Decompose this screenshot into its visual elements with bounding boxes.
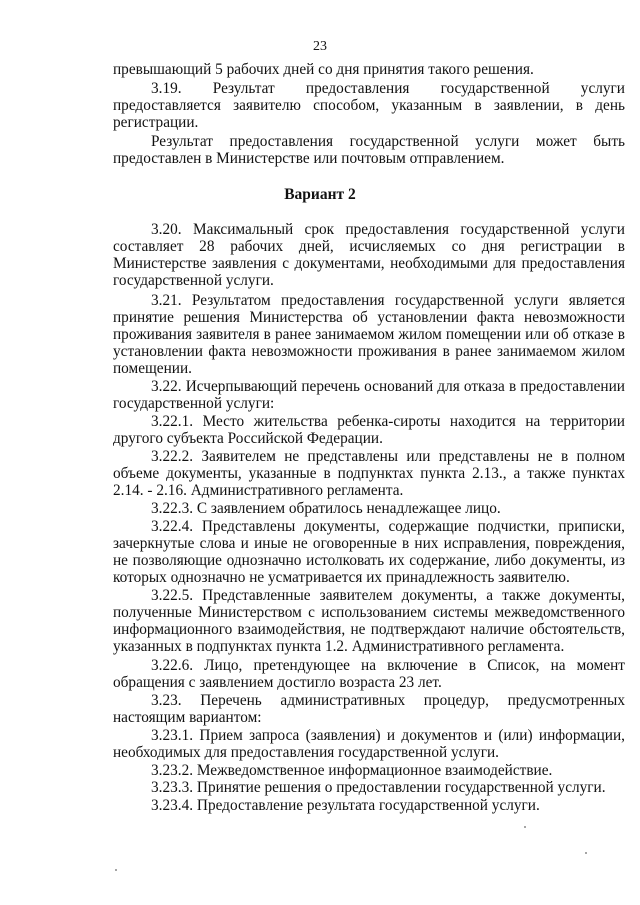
- paragraph-3-22: 3.22. Исчерпывающий перечень оснований для отказа в предоставлении государственной услуги:: [113, 378, 625, 412]
- paragraph-0: превышающий 5 рабочих дней со дня принятия такого решения.: [113, 61, 534, 78]
- paragraph-3-19-result: Результат предоставления государственной услуги может быть предоставлен в Министерстве или почтовым отправлением.: [113, 133, 625, 167]
- paragraph-3-23-4: 3.23.4. Предоставление результата государственной услуги.: [151, 797, 540, 814]
- paragraph-3-23-3: 3.23.3. Принятие решения о предоставлении государственной услуги.: [151, 779, 606, 796]
- paragraph-3-23-1: 3.23.1. Прием запроса (заявления) и документов и (или) информации, необходимых для предоставления государственной услуги.: [113, 727, 625, 761]
- scan-speck: [524, 826, 526, 828]
- paragraph-3-19: 3.19. Результат предоставления государственной услуги предоставляется заявителю способом, указанным в заявлении, в день регистрации.: [113, 80, 625, 131]
- paragraph-3-22-6: 3.22.6. Лицо, претендующее на включение в Список, на момент обращения с заявлением достигло возраста 23 лет.: [113, 657, 625, 691]
- section-heading: Вариант 2: [284, 186, 356, 203]
- paragraph-3-22-4: 3.22.4. Представлены документы, содержащие подчистки, приписки, зачеркнутые слова и иные не оговоренные в них исправления, повреждения, не позволяющие однозначно истолковать их содержание, либо документы, из которых однозначно не усматривается их принадлежность заявителю.: [113, 518, 625, 586]
- scan-speck: [115, 869, 117, 871]
- paragraph-3-22-1: 3.22.1. Место жительства ребенка-сироты находится на территории другого субъекта Российской Федерации.: [113, 413, 625, 447]
- paragraph-3-22-5: 3.22.5. Представленные заявителем документы, а также документы, полученные Министерством с использованием системы межведомственного информационного взаимодействия, не подтверждают наличие обстоятельств, указанных в подпунктах пункта 1.2. Административного регламента.: [113, 587, 625, 655]
- paragraph-3-22-3: 3.22.3. С заявлением обратилось ненадлежащее лицо.: [151, 500, 501, 517]
- page-number: 23: [313, 39, 327, 54]
- paragraph-3-23-2: 3.23.2. Межведомственное информационное взаимодействие.: [151, 762, 553, 779]
- paragraph-3-20: 3.20. Максимальный срок предоставления государственной услуги составляет 28 рабочих дней, исчисляемых со дня регистрации в Министерстве заявления с документами, необходимыми для предоставления государственной услуги.: [113, 221, 625, 289]
- paragraph-3-21: 3.21. Результатом предоставления государственной услуги является принятие решения Министерства об установлении факта невозможности проживания заявителя в ранее занимаемом жилом помещении или об отказе в установлении факта невозможности проживания в ранее занимаемом жилом помещении.: [113, 292, 625, 377]
- paragraph-3-22-2: 3.22.2. Заявителем не представлены или представлены не в полном объеме документы, указанные в подпунктах пункта 2.13., а также пунктах 2.14. - 2.16. Административного регламента.: [113, 448, 625, 499]
- scan-speck: [585, 852, 587, 854]
- paragraph-3-23: 3.23. Перечень административных процедур, предусмотренных настоящим вариантом:: [113, 692, 625, 726]
